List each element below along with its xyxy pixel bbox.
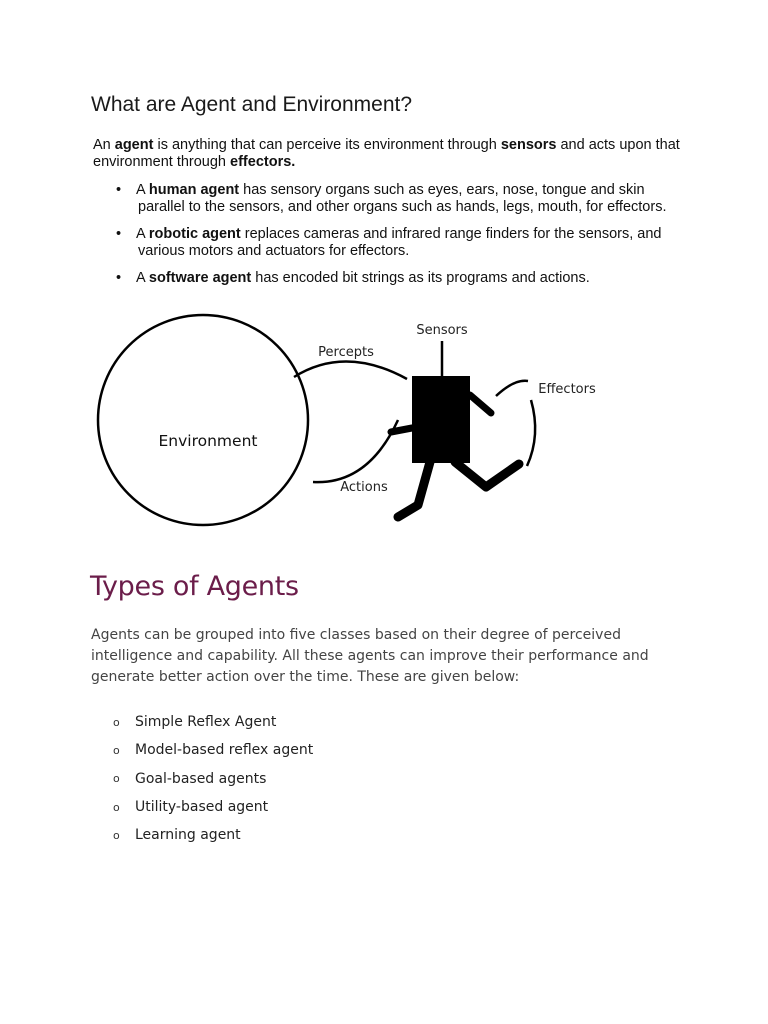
percepts-label: Percepts (318, 345, 374, 360)
list-item: o Model-based reflex agent (113, 742, 314, 759)
circle-bullet-icon: o (113, 772, 120, 786)
list-item: • A software agent has encoded bit strings as its programs and actions. (116, 270, 590, 286)
list-item: o Utility-based agent (113, 799, 269, 816)
list-item: o Simple Reflex Agent (113, 714, 277, 731)
agent-left-arm (391, 428, 412, 432)
effectors-arc-right (527, 400, 535, 466)
sensors-label: Sensors (416, 323, 468, 338)
effectors-arc-top (496, 381, 528, 396)
effectors-label: Effectors (538, 382, 596, 397)
list-item: • A robotic agent replaces cameras and infrared range finders for the sensors, and various motors and actuators for effectors. (116, 226, 662, 259)
circle-bullet-icon: o (113, 828, 120, 842)
list-item: o Learning agent (113, 827, 241, 844)
list-item: o Goal-based agents (113, 770, 267, 787)
agent-types-bullet-list (116, 182, 696, 297)
types-intro-paragraph: Agents can be grouped into five classes based on their degree of perceived intelligence and capability. All these agents can improve their performance and generate better action over the time. These are given below: (91, 627, 649, 685)
bullet-icon: • (116, 226, 122, 242)
agent-body (412, 376, 470, 463)
actions-label: Actions (340, 480, 388, 495)
list-item: • A human agent has sensory organs such as eyes, ears, nose, tongue and skin parallel to the sensors, and other organs such as hands, legs, mouth, for effectors. (116, 182, 667, 215)
environment-circle (98, 315, 308, 525)
bullet-icon: • (116, 270, 122, 286)
environment-label: Environment (158, 432, 258, 450)
agent-right-arm (470, 395, 491, 413)
section-heading: Types of Agents (90, 571, 299, 602)
page-title: What are Agent and Environment? (91, 93, 413, 116)
agent-types-list (113, 708, 313, 849)
circle-bullet-icon: o (113, 743, 120, 757)
agent-environment-diagram (90, 312, 596, 532)
circle-bullet-icon: o (113, 715, 120, 729)
agent-definition: An agent is anything that can perceive its environment through sensors and acts upon that environment through effectors. (93, 137, 680, 170)
circle-bullet-icon: o (113, 800, 120, 814)
bullet-icon: • (116, 182, 122, 198)
percepts-arc (294, 361, 407, 379)
agent-right-leg (455, 462, 519, 487)
agent-left-leg (398, 462, 430, 517)
actions-arc (313, 420, 398, 482)
